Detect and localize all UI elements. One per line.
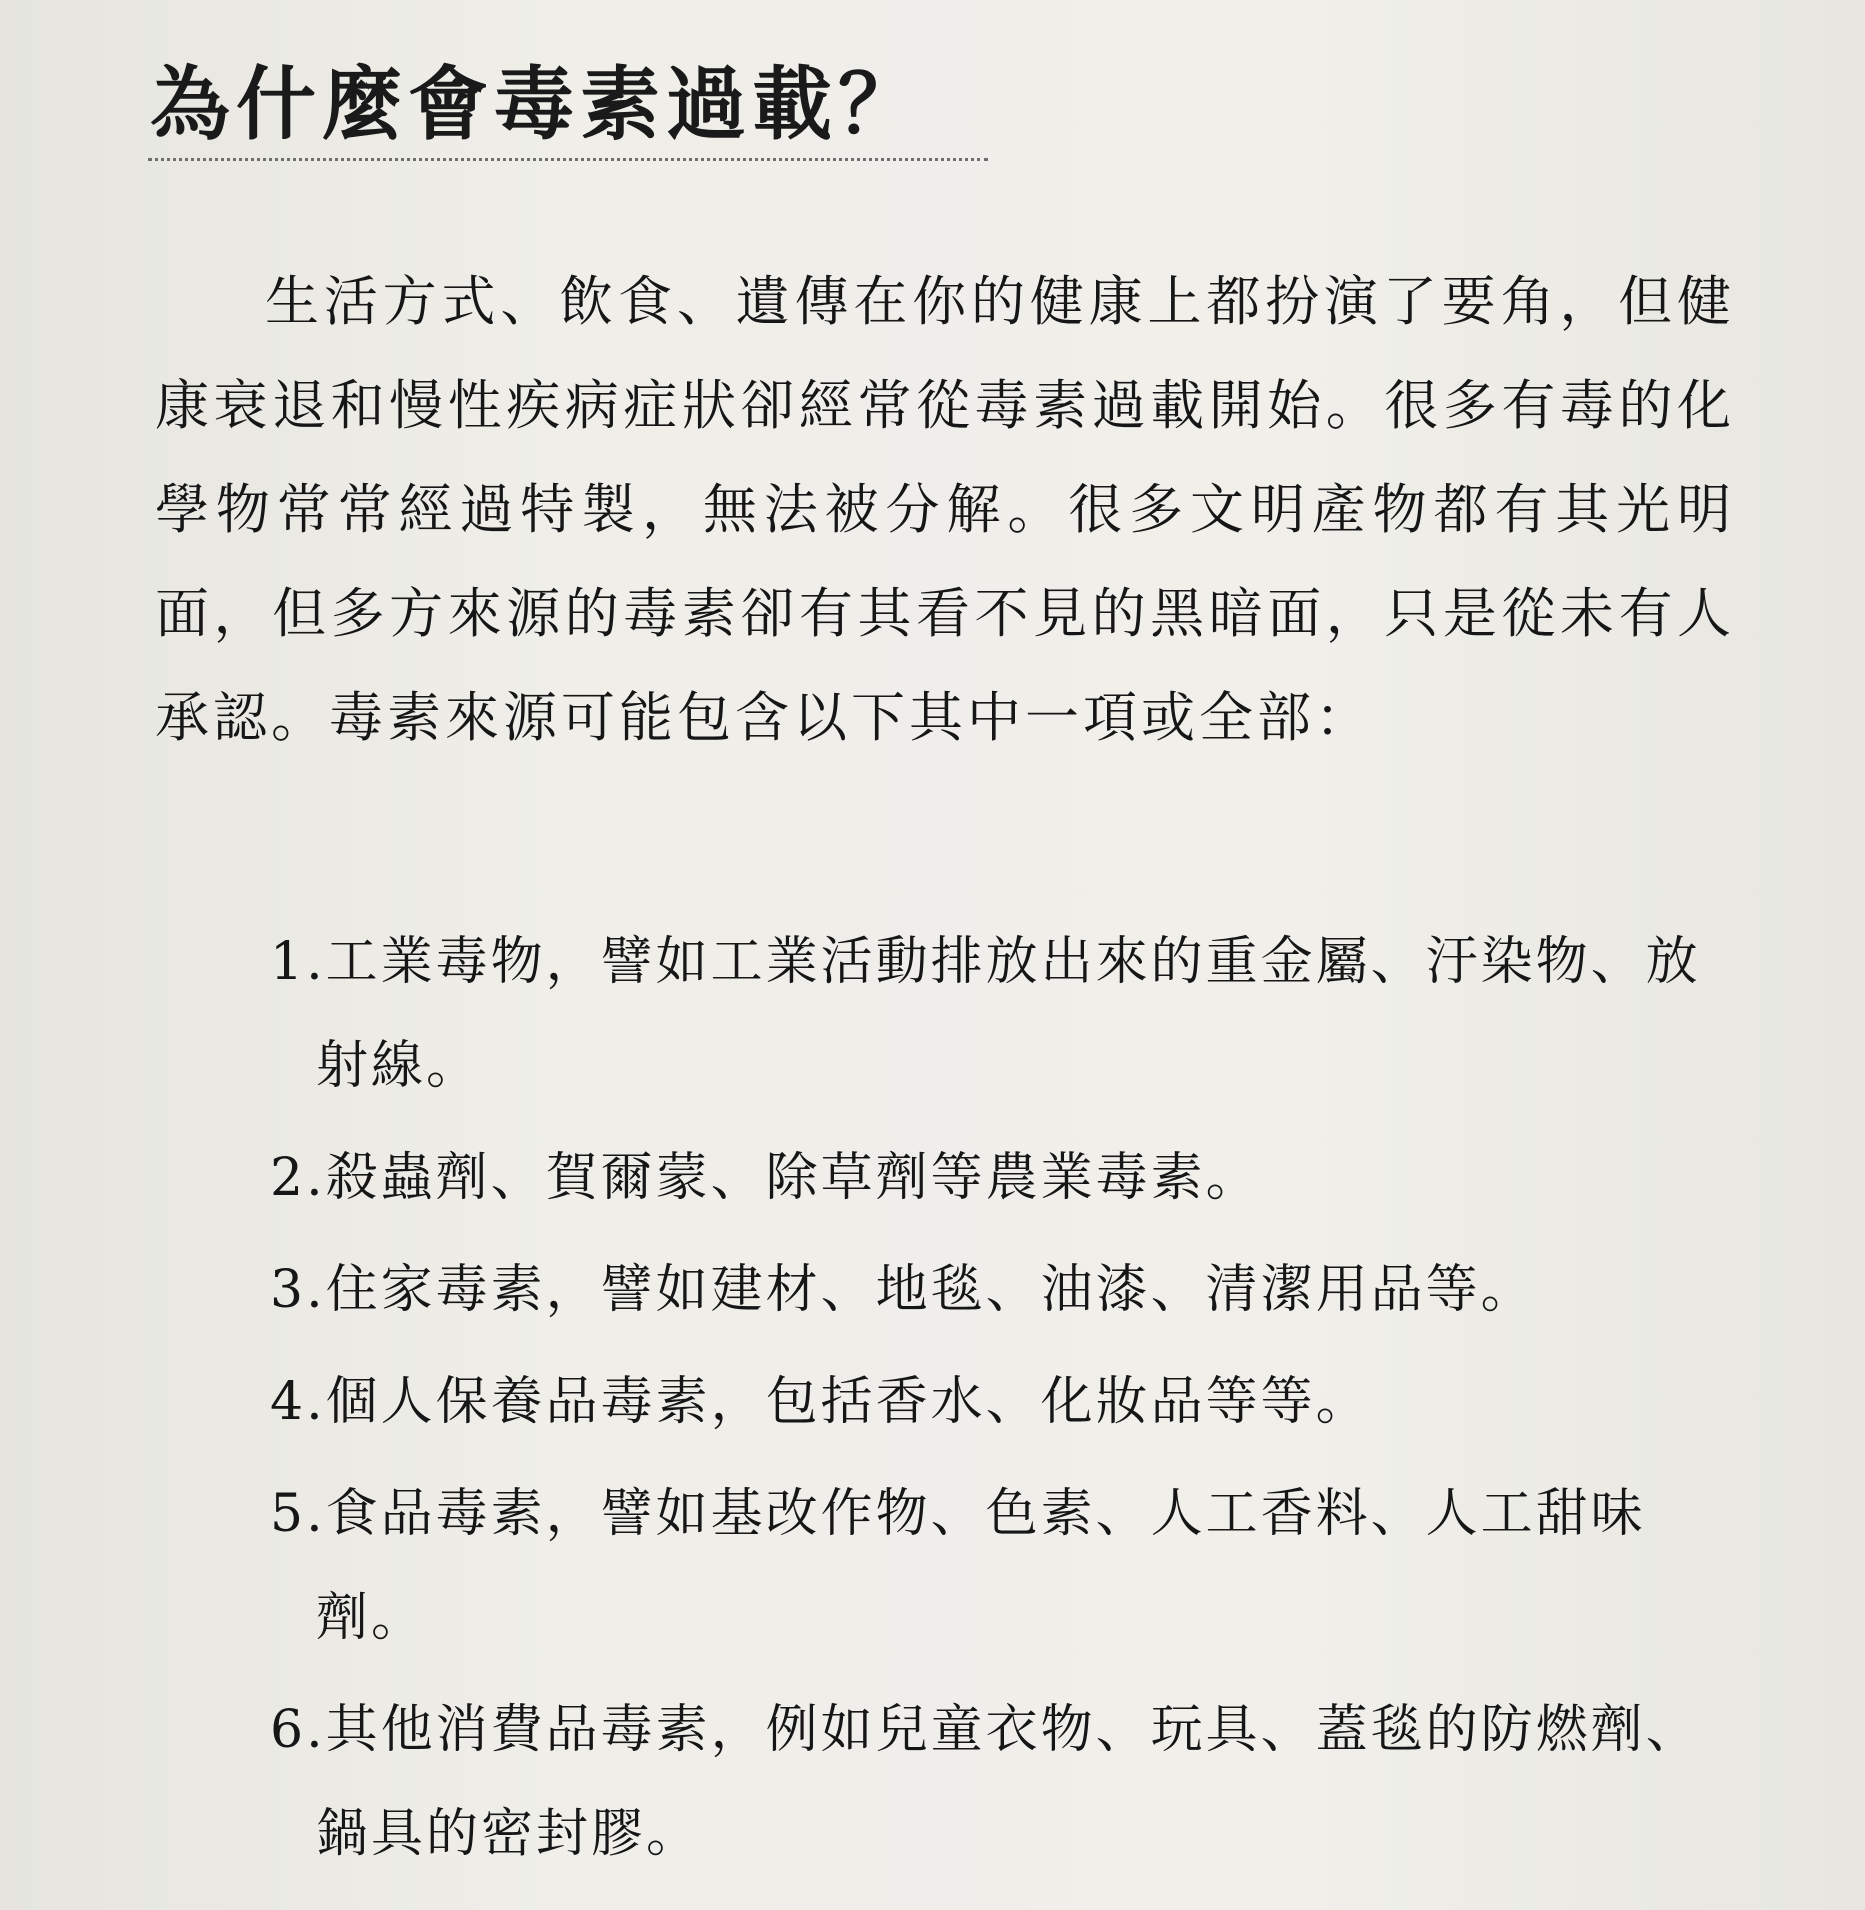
list-item-text: 食品毒素，譬如基改作物、色素、人工香料、人工甜味劑。 xyxy=(316,1484,1646,1648)
list-item xyxy=(270,1238,1740,1342)
intro-paragraph: 生活方式、飲食、遺傳在你的健康上都扮演了要角，但健康衰退和慢性疾病症狀卻經常從毒素過載開始。很多有毒的化學物常常經過特製，無法被分解。很多文明產物都有其光明面，但多方來源的毒素卻有其看不見的黑暗面，只是從未有人承認。毒素來源可能包含以下其中一項或全部： xyxy=(155,270,1735,749)
list-item-number: 3. xyxy=(270,1260,326,1320)
list-item-text: 其他消費品毒素，例如兒童衣物、玩具、蓋毯的防燃劑、鍋具的密封膠。 xyxy=(316,1700,1701,1864)
section-title: 為什麼會毒素過載？ xyxy=(150,58,924,151)
list-item xyxy=(270,1462,1740,1670)
list-item xyxy=(270,910,1740,1118)
list-item-number: 6. xyxy=(270,1700,326,1760)
list-item-text: 個人保養品毒素，包括香水、化妝品等等。 xyxy=(325,1372,1371,1432)
list-item xyxy=(270,1126,1740,1230)
list-item-text: 工業毒物，譬如工業活動排放出來的重金屬、汙染物、放射線。 xyxy=(316,932,1701,1096)
list-item-number: 2. xyxy=(270,1148,326,1208)
list-item xyxy=(270,1678,1740,1886)
toxin-source-list xyxy=(270,910,1740,1894)
dotted-divider xyxy=(148,158,988,161)
list-item-number: 1. xyxy=(270,932,326,992)
list-item-text: 殺蟲劑、賀爾蒙、除草劑等農業毒素。 xyxy=(325,1148,1261,1208)
list-item-text: 住家毒素，譬如建材、地毯、油漆、清潔用品等。 xyxy=(325,1260,1536,1320)
list-item-number: 4. xyxy=(270,1372,326,1432)
list-item xyxy=(270,1350,1740,1454)
list-item-number: 5. xyxy=(270,1484,326,1544)
